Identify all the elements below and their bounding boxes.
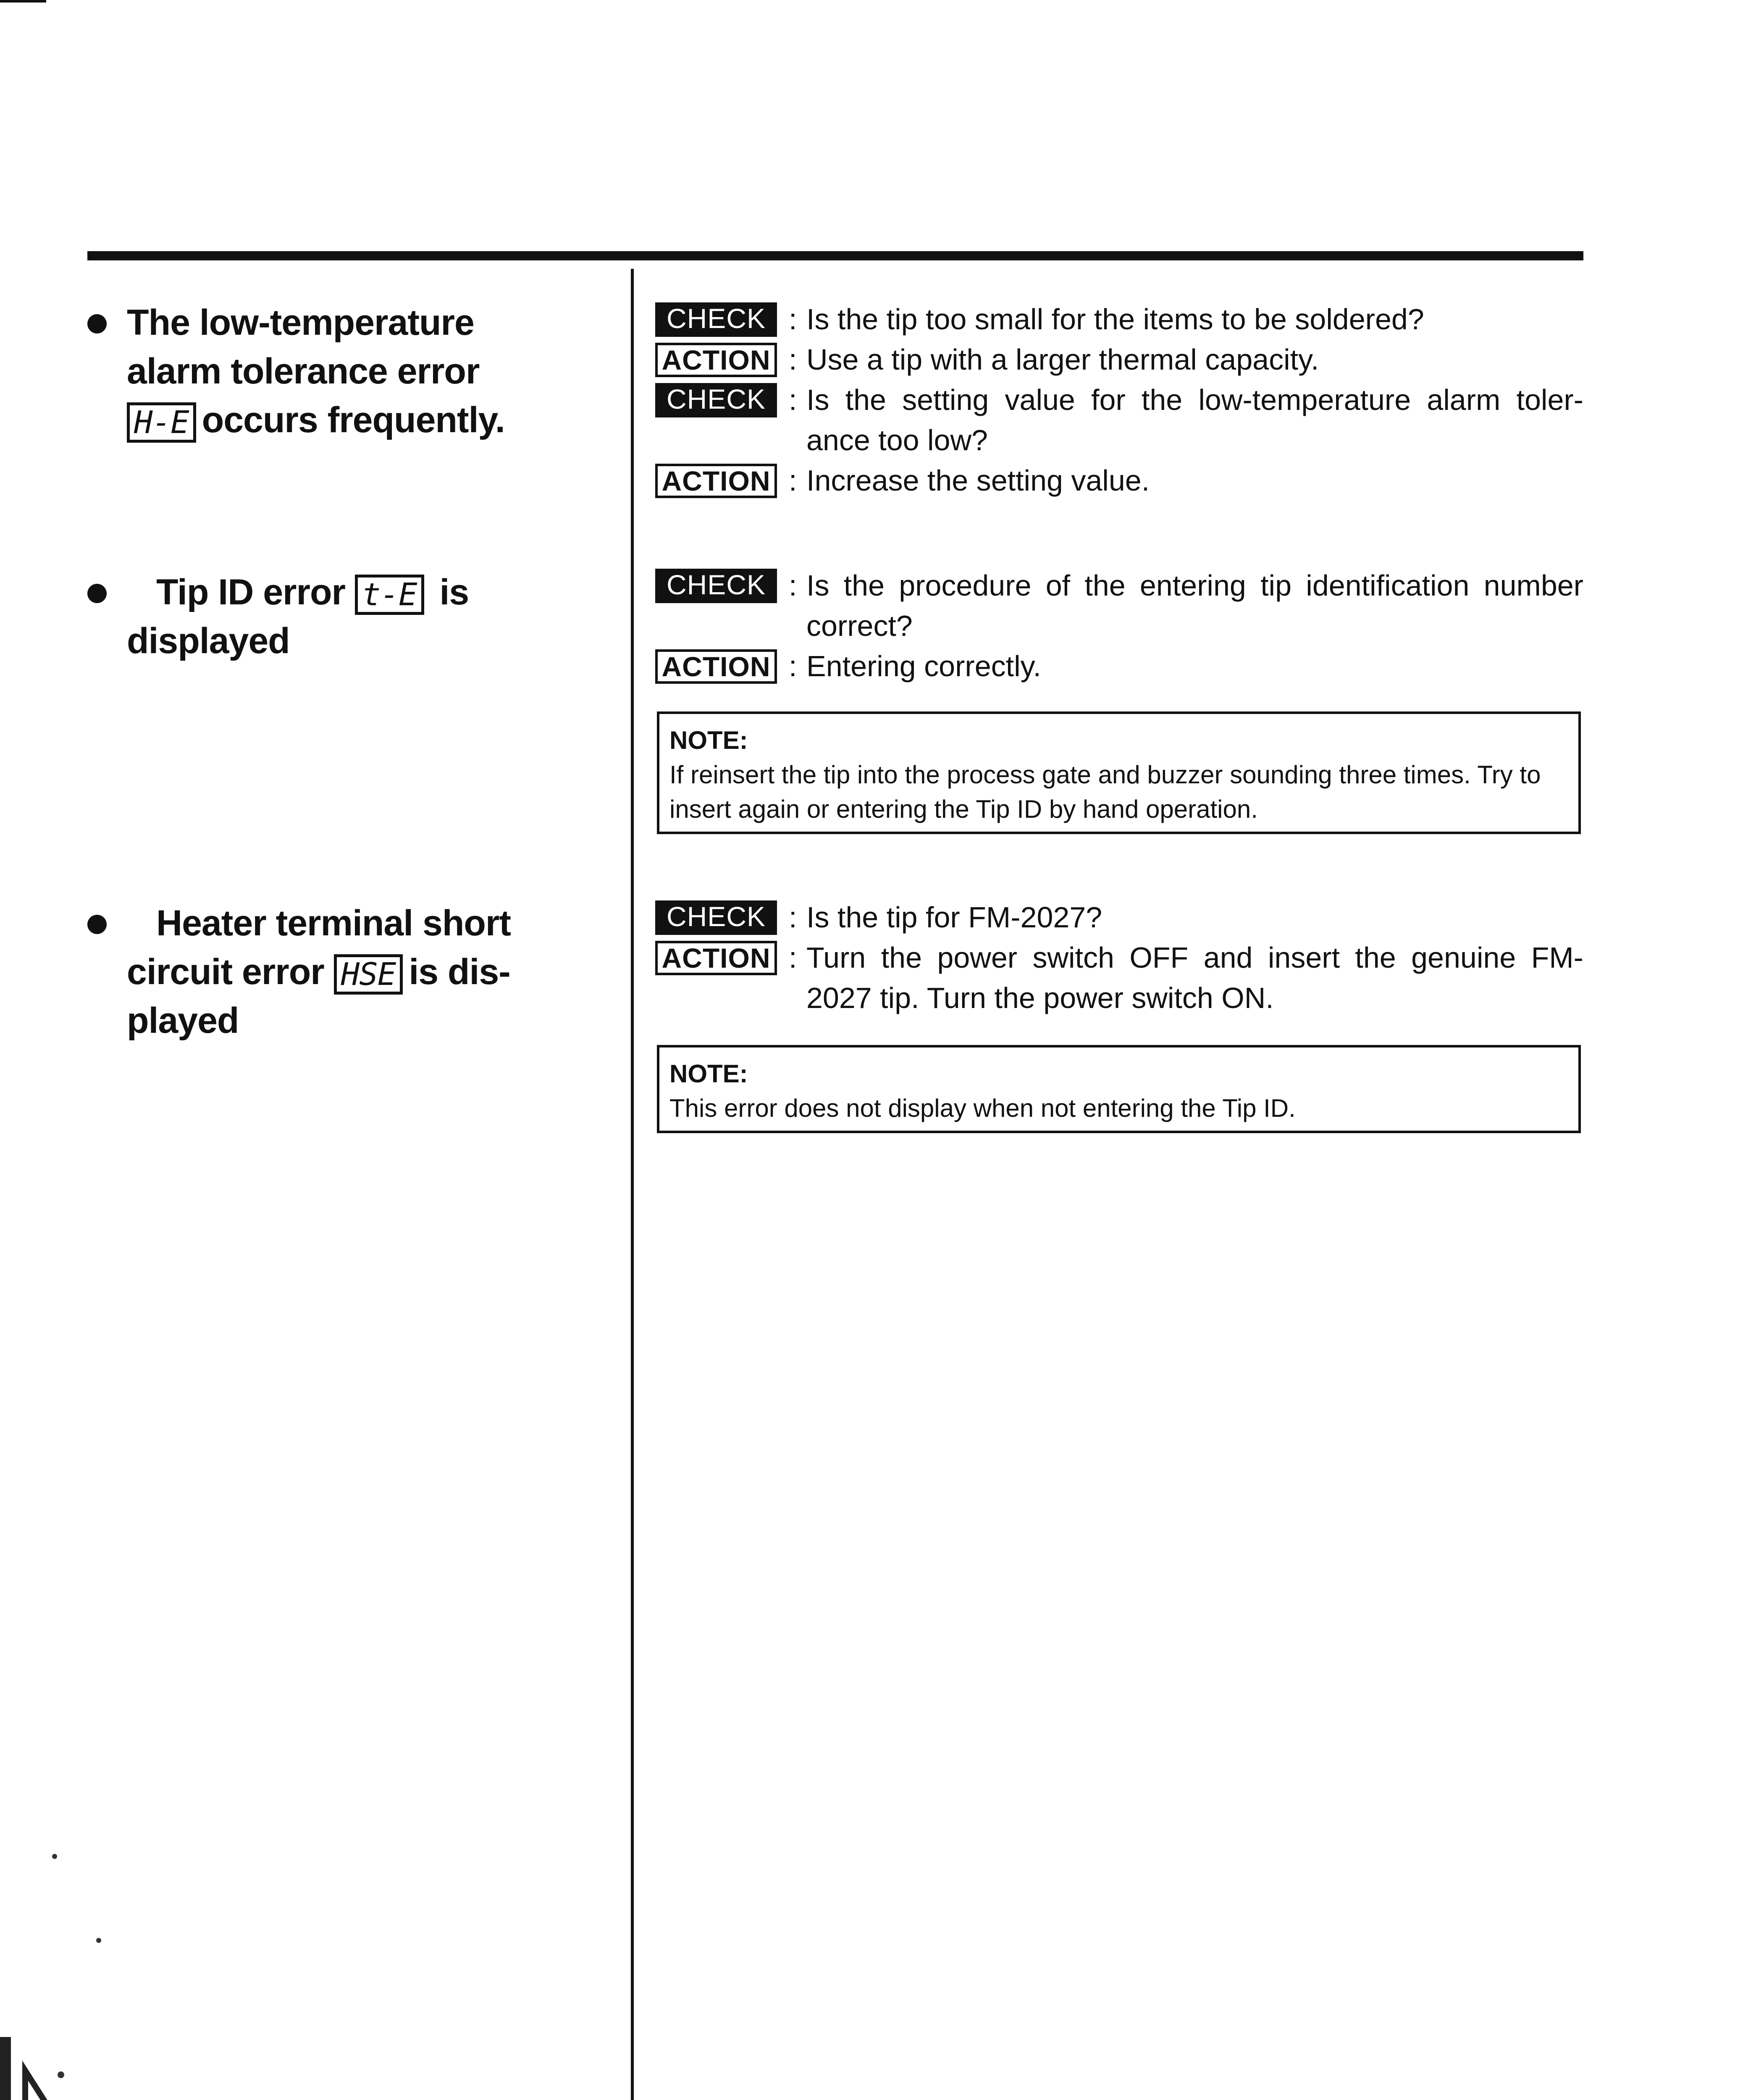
action-entry	[655, 646, 1583, 686]
title-line	[156, 568, 600, 617]
colon: :	[789, 569, 797, 602]
title-lead: circuit error	[127, 952, 324, 992]
colon: :	[789, 343, 797, 376]
action-badge: ACTION	[655, 464, 777, 498]
colon: :	[789, 650, 797, 682]
title-line	[127, 948, 600, 996]
bullet-icon	[87, 314, 107, 333]
colon: :	[789, 901, 797, 934]
entry-text: Entering correctly.	[806, 650, 1041, 682]
title-tail: occurs frequently.	[202, 400, 505, 440]
note-label: NOTE:	[669, 726, 748, 754]
title-line	[127, 396, 600, 444]
note-label: NOTE:	[669, 1060, 748, 1088]
check-badge: CHECK	[655, 900, 777, 935]
action-entry	[655, 937, 1583, 1018]
section-title-low-temp-alarm	[87, 298, 600, 444]
binding-edge-mark	[0, 1785, 168, 2100]
entry-text: Is the setting value for the low-temperature alarm toler-ance too low?	[806, 383, 1583, 457]
entry-text: Is the tip too small for the items to be soldered?	[806, 303, 1424, 336]
colon: :	[789, 383, 797, 416]
corner-mark	[0, 0, 46, 3]
title-line: alarm tolerance error	[127, 351, 480, 391]
check-entry	[655, 565, 1583, 646]
error-code-display: HSE	[334, 954, 403, 995]
action-badge: ACTION	[655, 343, 777, 377]
action-badge: ACTION	[655, 649, 777, 684]
bullet-icon	[87, 584, 107, 603]
bullet-icon	[87, 915, 107, 934]
title-after-code: is	[439, 572, 469, 612]
action-badge: ACTION	[655, 941, 777, 975]
section-title-heater-short	[87, 899, 600, 1045]
check-badge: CHECK	[655, 569, 777, 603]
note-box	[657, 711, 1581, 834]
entry-text: Increase the setting value.	[806, 464, 1150, 497]
entry-text: Is the tip for FM-2027?	[806, 901, 1102, 934]
note-text: If reinsert the tip into the process gate and buzzer sounding three times. Try to insert again or entering the Tip ID by hand operation.	[669, 761, 1541, 823]
title-line: The low-temperature	[127, 302, 474, 343]
title-line: Heater terminal short	[156, 903, 511, 943]
error-code-display: t-E	[355, 575, 424, 615]
title-after-code: is dis-	[409, 952, 510, 992]
colon: :	[789, 464, 797, 497]
entry-text: Is the procedure of the entering tip identification number correct?	[806, 569, 1583, 642]
check-badge: CHECK	[655, 383, 777, 417]
top-rule	[87, 251, 1583, 260]
colon: :	[789, 941, 797, 974]
title-line: played	[127, 1000, 239, 1041]
note-box	[657, 1045, 1581, 1133]
check-entry	[655, 299, 1583, 339]
check-entry	[655, 897, 1583, 937]
check-entry	[655, 380, 1583, 460]
section-title-tip-id-error	[87, 568, 600, 665]
column-divider	[631, 269, 634, 2100]
check-badge: CHECK	[655, 302, 777, 337]
colon: :	[789, 303, 797, 336]
error-code-display: H-E	[127, 402, 196, 443]
entry-text: Turn the power switch OFF and insert the genuine FM-2027 tip. Turn the power switch ON.	[806, 941, 1583, 1014]
note-text: This error does not display when not entering the Tip ID.	[669, 1094, 1296, 1122]
action-entry	[655, 339, 1583, 380]
action-entry	[655, 460, 1583, 501]
entry-text: Use a tip with a larger thermal capacity.	[806, 343, 1319, 376]
title-lead: Tip ID error	[156, 572, 345, 612]
title-line: displayed	[127, 621, 290, 661]
